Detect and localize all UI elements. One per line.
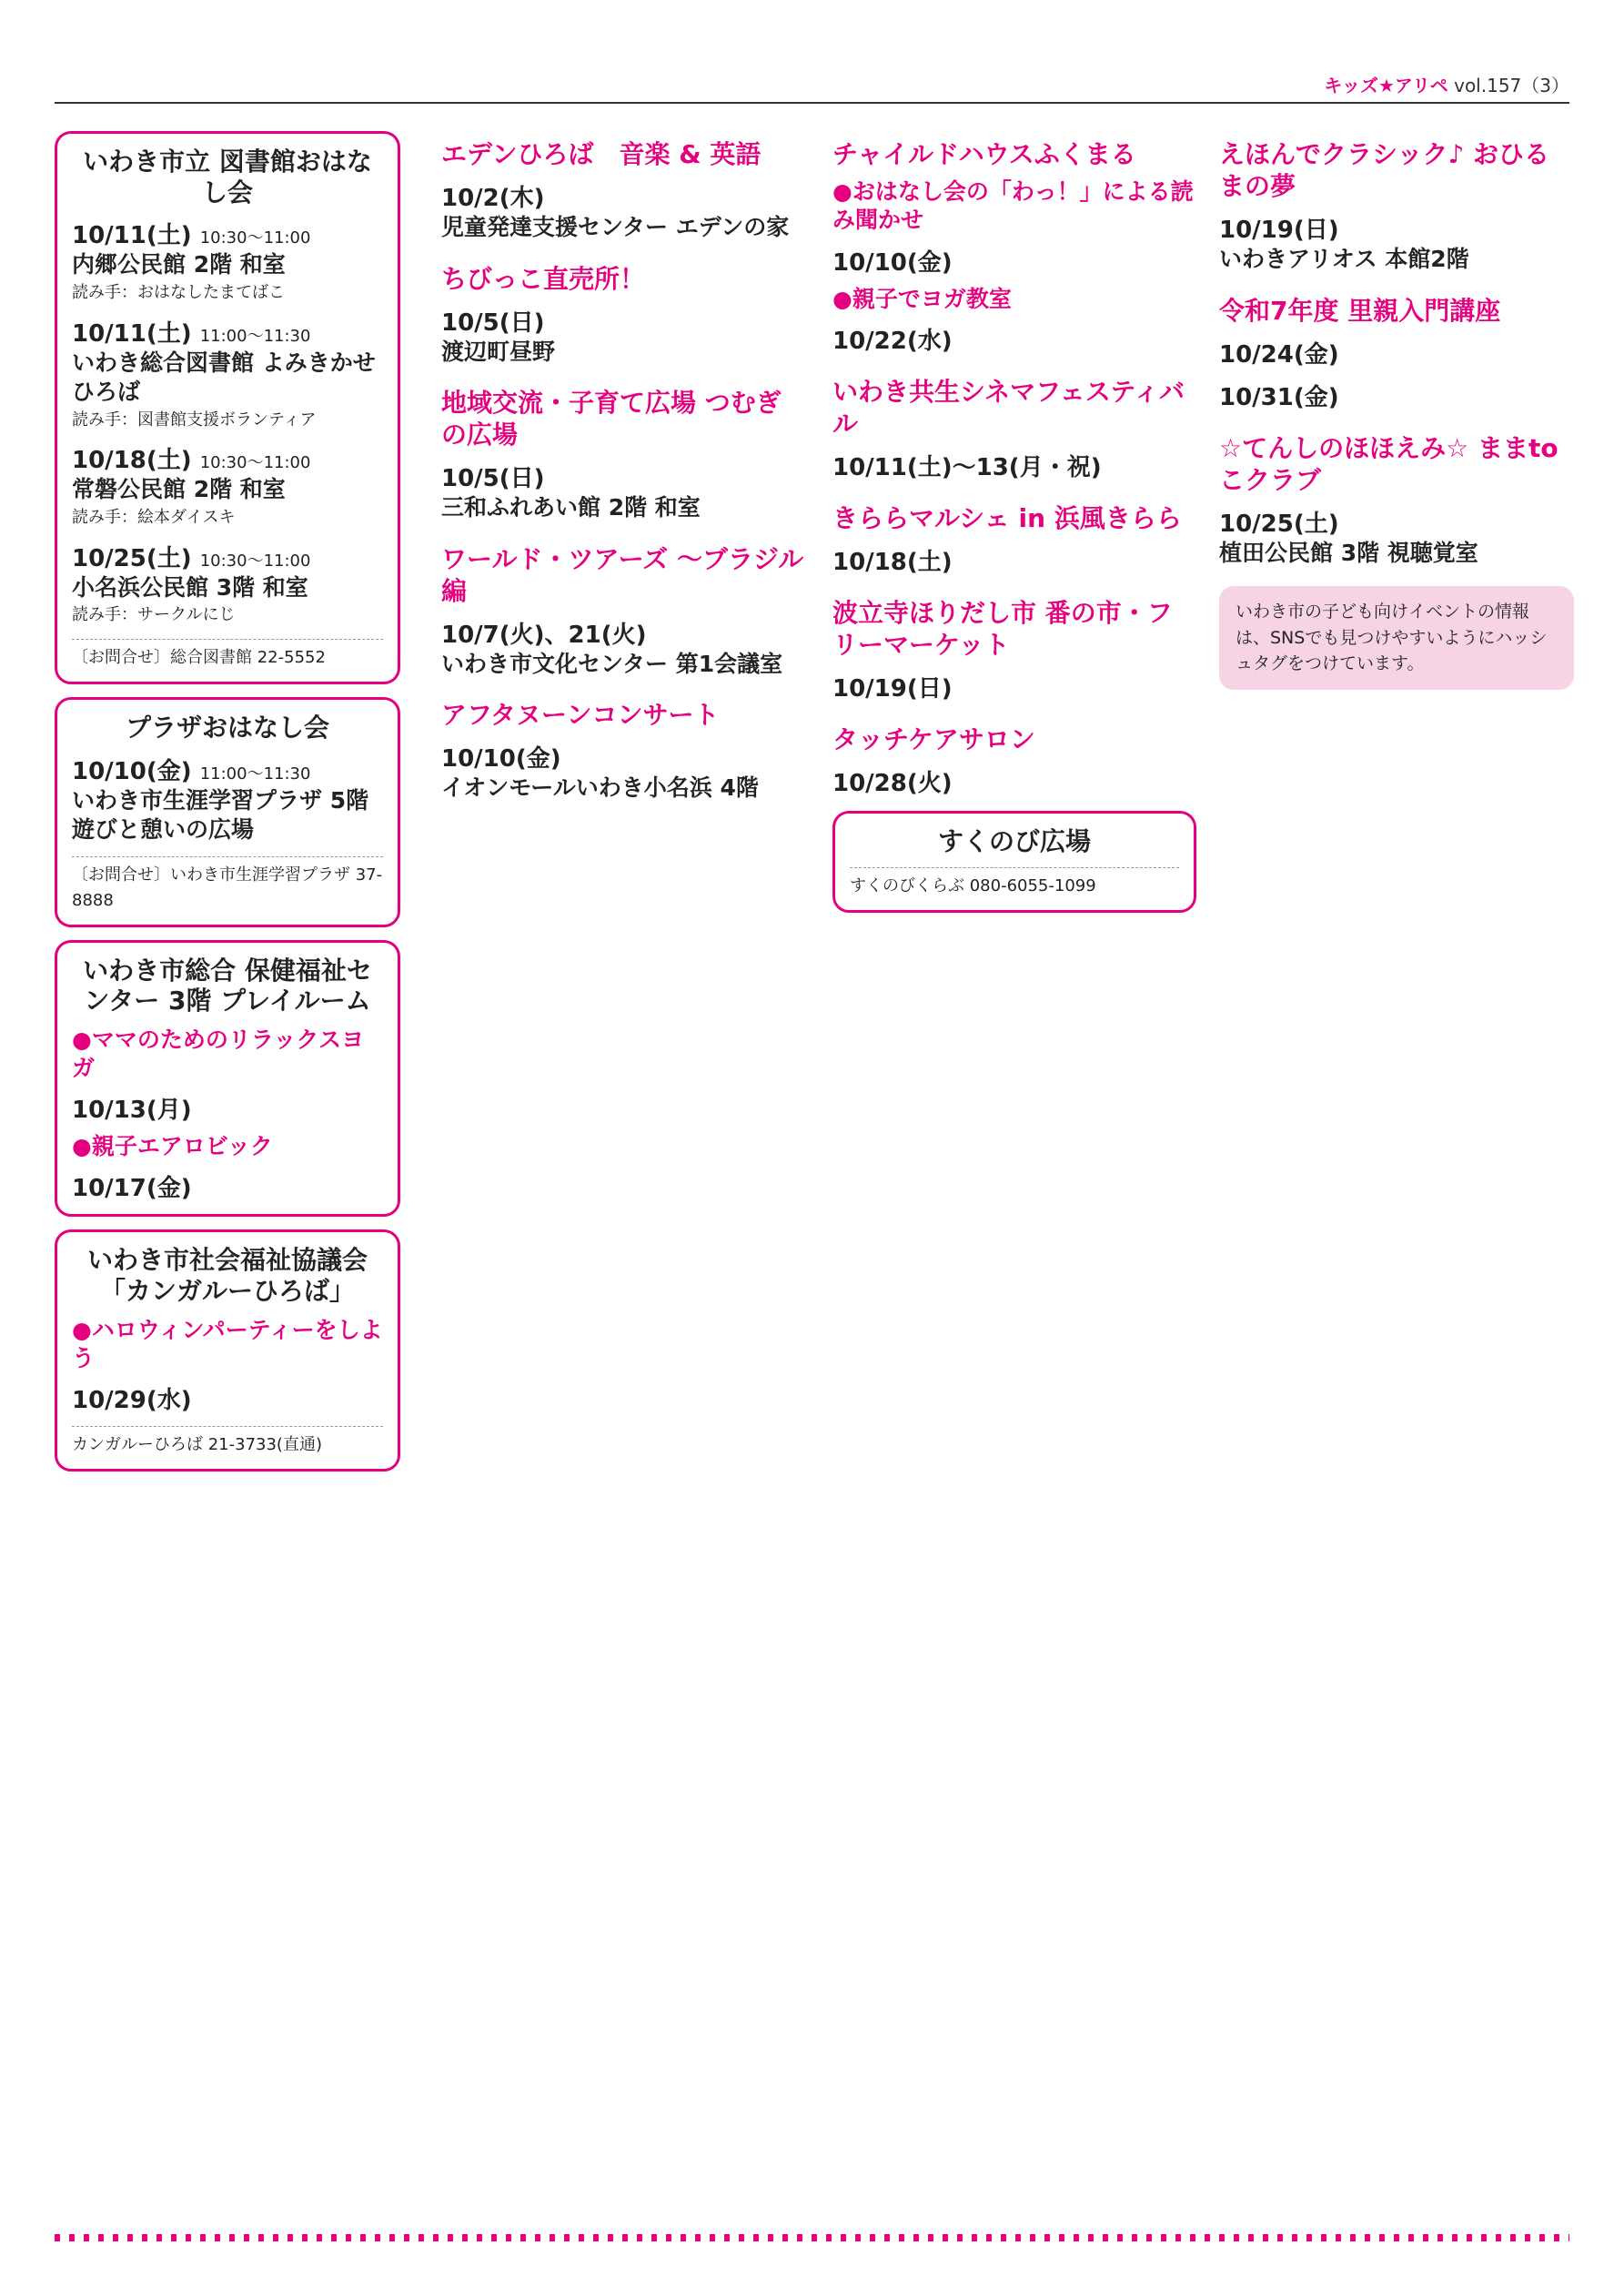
sukunobi-contact: すくのびくらぶ 080-6055-1099 xyxy=(850,867,1179,899)
issue-number: vol.157（3） xyxy=(1454,75,1569,96)
cinema-date: 10/11(土)〜13(月・祝) xyxy=(832,453,1102,481)
chibi-title: ちびっこ直売所！ xyxy=(441,263,646,294)
child-title: チャイルドハウスふくまる xyxy=(832,139,1136,169)
plaza-box xyxy=(55,697,400,926)
kirara-title: きららマルシェ in 浜風きらら xyxy=(832,502,1182,533)
ehon-date: 10/19(日) xyxy=(1219,217,1339,244)
library-place: 内郷公民館 2階 和室 xyxy=(72,251,286,278)
library-date: 10/11(土) 11:00〜11:30 xyxy=(72,319,311,348)
sukunobi-title: すくのび広場 xyxy=(937,825,1091,856)
column-2 xyxy=(441,118,805,804)
aeon-place: イオンモールいわき小名浜 4階 xyxy=(441,774,759,801)
kangaroo-contact: カンガルーひろば 21-3733(直通) xyxy=(72,1426,383,1458)
ehon-place: いわきアリオス 本館2階 xyxy=(1219,246,1469,272)
satooya-date2: 10/31(金) xyxy=(1219,383,1339,411)
column-1 xyxy=(55,118,400,1472)
column-4 xyxy=(1219,118,1574,690)
child-date2: 10/22(水) xyxy=(832,327,953,355)
eden-date: 10/2(木) xyxy=(441,185,545,212)
hata-date: 10/19(日) xyxy=(832,674,953,703)
child-date1: 10/10(金) xyxy=(832,248,953,277)
library-date: 10/11(土) 10:30〜11:00 xyxy=(72,222,311,250)
tenshi-date: 10/25(土) xyxy=(1219,510,1339,538)
library-item xyxy=(72,217,383,305)
eden-title: エデンひろば 音楽 & 英語 xyxy=(441,139,762,169)
tenshi-place: 植田公民館 3階 視聴覚室 xyxy=(1219,539,1478,566)
plaza-title: プラザおはなし会 xyxy=(125,713,329,743)
world-date: 10/7(火)、21(火) xyxy=(441,621,647,649)
divider xyxy=(55,102,1569,104)
health-box xyxy=(55,940,400,1218)
halloween-title: ●ハロウィンパーティーをしよう xyxy=(72,1316,383,1371)
aerobic-title: ●親子エアロビック xyxy=(72,1133,273,1160)
aerobic-date: 10/17(金) xyxy=(72,1175,192,1203)
kangaroo-box xyxy=(55,1229,400,1472)
hashtag-note: いわき市の子ども向けイベントの情報は、SNSでも見つけやすいようにハッシュタグをつけています。 xyxy=(1219,586,1574,690)
library-reader: 読み手：サークルにじ xyxy=(72,605,236,625)
tenshi-title: ☆てんしのほほえみ☆ ままtoこクラブ xyxy=(1219,432,1558,495)
chibi-place: 渡辺町昼野 xyxy=(441,338,556,365)
cinema-title: いわき共生シネマフェスティバル xyxy=(832,376,1185,439)
plaza-date: 10/10(金) 11:00〜11:30 xyxy=(72,757,311,785)
library-title: いわき市立 図書館おはなし会 xyxy=(83,147,372,207)
library-item xyxy=(72,441,383,530)
library-place: 常磐公民館 2階 和室 xyxy=(72,476,286,503)
library-contact: 〔お問合せ〕総合図書館 22-5552 xyxy=(72,639,383,671)
library-date: 10/18(土) 10:30〜11:00 xyxy=(72,447,311,475)
library-place: いわき総合図書館 よみきかせひろば xyxy=(72,349,376,406)
kangaroo-title: いわき市社会福祉協議会「カンガルーひろば」 xyxy=(86,1245,368,1307)
satooya-date1: 10/24(金) xyxy=(1219,340,1339,369)
child-sub2: ●親子でヨガ教室 xyxy=(832,285,1012,312)
tsumugi-date: 10/5(日) xyxy=(441,465,545,492)
plaza-place: いわき市生涯学習プラザ 5階 遊びと憩いの広場 xyxy=(72,786,369,844)
halloween-date: 10/29(水) xyxy=(72,1387,192,1415)
library-box xyxy=(55,131,400,684)
aeon-date: 10/10(金) xyxy=(441,745,561,773)
page-header xyxy=(1324,71,1569,97)
column-3 xyxy=(832,118,1196,913)
library-reader: 読み手：絵本ダイスキ xyxy=(72,507,236,527)
library-reader: 読み手：おはなしたまてばこ xyxy=(72,282,285,302)
library-reader: 読み手：図書館支援ボランティア xyxy=(72,410,317,430)
sukunobi-box xyxy=(832,811,1196,913)
world-place: いわき市文化センター 第1会議室 xyxy=(441,650,783,677)
library-place: 小名浜公民館 3階 和室 xyxy=(72,573,308,601)
dotted-border xyxy=(55,2234,1569,2241)
chibi-date: 10/5(日) xyxy=(441,308,545,337)
ehon-title: えほんでクラシック♪ おひるまの夢 xyxy=(1219,139,1550,201)
yoga-title: ●ママのためのリラックスヨガ xyxy=(72,1026,365,1081)
library-item xyxy=(72,315,383,433)
eden-place: 児童発達支援センター エデンの家 xyxy=(441,214,790,240)
magazine-logo: キッズ★アリペ xyxy=(1324,75,1448,96)
touch-date: 10/28(火) xyxy=(832,769,953,797)
tsumugi-place: 三和ふれあい館 2階 和室 xyxy=(441,494,701,521)
hata-title: 波立寺ほりだし市 番の市・フリーマーケット xyxy=(832,597,1173,660)
aeon-title: アフタヌーンコンサート xyxy=(441,700,720,730)
kirara-date: 10/18(土) xyxy=(832,548,953,576)
library-date: 10/25(土) 10:30〜11:00 xyxy=(72,544,311,572)
plaza-contact: 〔お問合せ〕いわき市生涯学習プラザ 37-8888 xyxy=(72,856,383,914)
child-sub1: ●おはなし会の「わっ！」による読み聞かせ xyxy=(832,178,1194,234)
touch-title: タッチケアサロン xyxy=(832,723,1035,754)
world-title: ワールド・ツアーズ 〜ブラジル編 xyxy=(441,543,804,606)
health-title: いわき市総合 保健福祉センター 3階 プレイルーム xyxy=(83,955,372,1017)
satooya-title: 令和7年度 里親入門講座 xyxy=(1219,295,1501,326)
library-item xyxy=(72,540,383,628)
tsumugi-title: 地域交流・子育て広場 つむぎの広場 xyxy=(441,388,782,450)
yoga-date: 10/13(月) xyxy=(72,1097,192,1125)
